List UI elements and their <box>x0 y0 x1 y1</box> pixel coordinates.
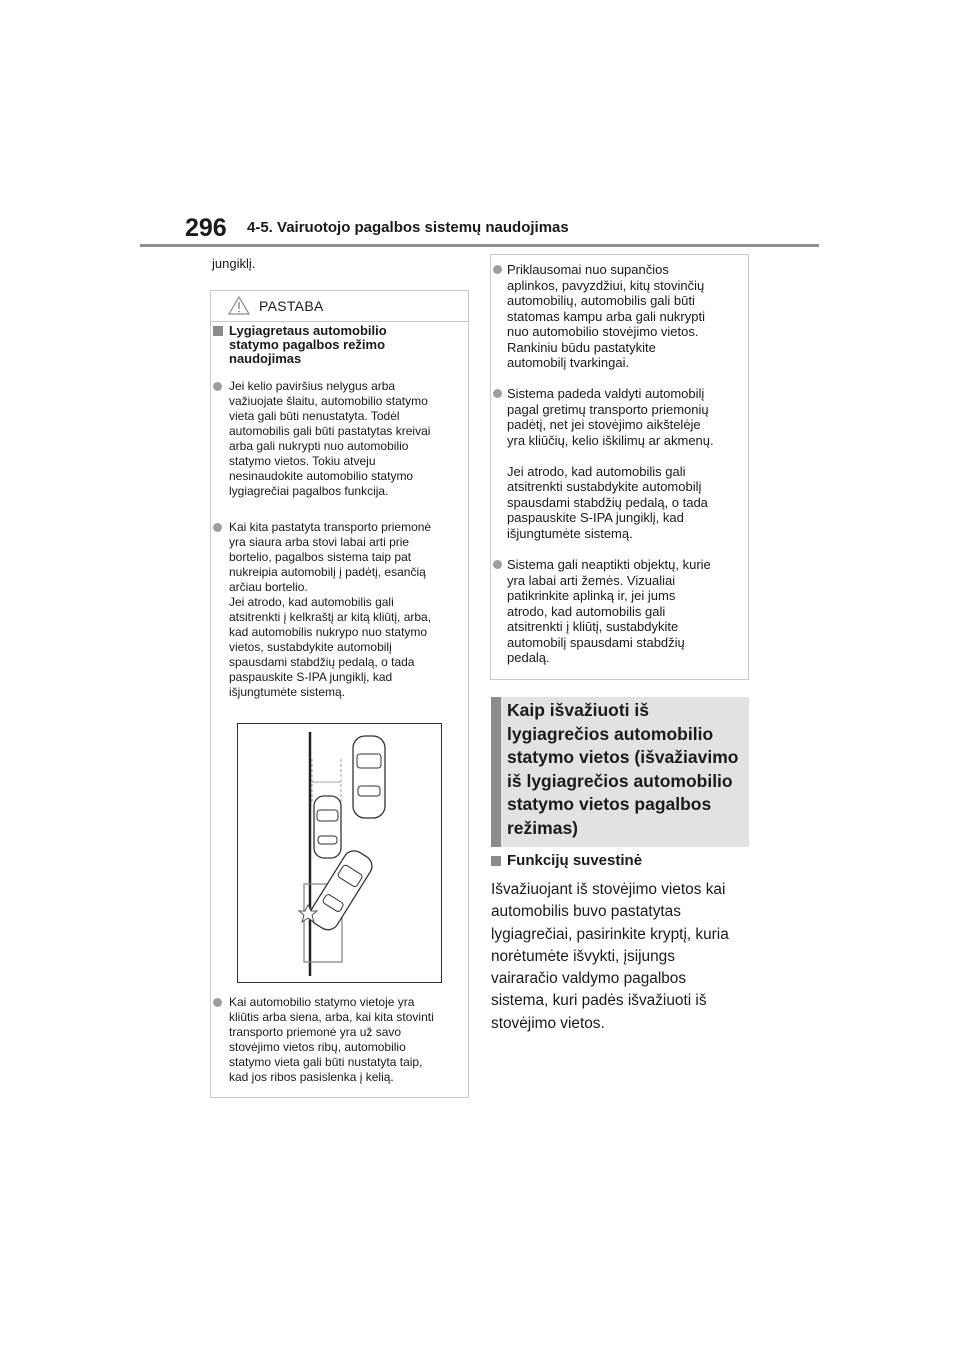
bullet-dot-icon <box>213 382 222 391</box>
note-caption <box>211 291 468 322</box>
note-box-continued <box>490 254 749 680</box>
section-subheading: Funkcijų suvestinė <box>491 852 642 869</box>
square-bullet-icon <box>213 326 223 336</box>
section-bar <box>491 697 501 847</box>
maneuvering-car <box>306 847 376 934</box>
bullet-dot-icon <box>493 560 502 569</box>
list-item: Priklausomai nuo supančios aplinkos, pavyzdžiui, kitų stovinčių automobilių, automobilis gali būti statomas kampu arba gali nukrypti nuo automobilio stovėjimo vietos. Rankiniu būdu pastatykite automobilį tvarkingai. <box>493 262 745 371</box>
parked-car-rear <box>314 796 341 858</box>
bullet-dot-icon <box>213 998 222 1007</box>
square-bullet-icon <box>491 856 501 866</box>
section-heading-box <box>491 697 749 847</box>
bullet-dot-icon <box>493 389 502 398</box>
bullet-dot-icon <box>213 523 222 532</box>
section-heading: Kaip išvažiuoti iš lygiagrečios automobilio statymo vietos (išvažiavimo iš lygiagrečios automobilio statymo vietos pagalbos režimas) <box>507 700 739 838</box>
header-rule <box>140 244 819 247</box>
list-item: Sistema gali neaptikti objektų, kurie yra labai arti žemės. Vizualiai patikrinkite aplinką ir, jei jums atrodo, kad automobilis gali atsitrenkti į kliūtį, sustabdykite automobilį spausdami stabdžių pedalą. <box>493 557 745 666</box>
list-item: Kai automobilio statymo vietoje yra kliūtis arba siena, arba, kai kita stovinti transporto priemonė yra už savo stovėjimo vietos ribų, automobilio statymo vieta gali būti nustatyta taip, kad jos ribos pasislenka į kelią. <box>213 995 465 1085</box>
list-item: Sistema padeda valdyti automobilį pagal gretimų transporto priemonių padėtį, net jei stovėjimo aikštelėje yra kliūčių, kelio iškilimų ar akmenų. Jei atrodo, kad automobilis gali atsitrenkti sustabdykite automobilį spausdami stabdžių pedalą, o tada paspauskite S-IPA jungiklį, kad išjungtumėte sistemą. <box>493 386 745 541</box>
continued-text: jungiklį. <box>212 256 256 271</box>
parking-illustration <box>237 723 442 983</box>
bullet-dot-icon <box>493 265 502 274</box>
parked-car-front <box>353 736 385 818</box>
list-item: Kai kita pastatyta transporto priemonė yra siaura arba stovi labai arti prie bortelio, pagalbos sistema taip pat nukreipia automobilį į padėtį, esančią arčiau bortelio. Jei atrodo, kad automobilis gali atsitrenkti į kelkraštį ar kitą kliūtį, arba, kad automobilis nukrypo nuo statymo vietos, sustabdykite automobilį spausdami stabdžių pedalą, o tada paspauskite S-IPA jungiklį, kad išjungtumėte sistemą. <box>213 520 465 700</box>
note-subheading: Lygiagretaus automobilio statymo pagalbos režimo naudojimas <box>213 324 463 366</box>
warning-triangle-icon <box>228 296 250 320</box>
section-body: Išvažiuojant iš stovėjimo vietos kai automobilis buvo pastatytas lygiagrečiai, pasirinkite kryptį, kuria norėtumėte išvykti, įsijungs vairaračio valdymo pagalbos sistema, kuri padės išvažiuoti iš stovėjimo vietos. <box>491 881 729 1032</box>
list-item: Jei kelio paviršius nelygus arba važiuojate šlaitu, automobilio statymo vieta gali būti nenustatyta. Todėl automobilis gali būti pastatytas kreivai arba gali nukrypti nuo automobilio statymo vietos. Tokiu atveju nesinaudokite automobilio statymo lygiagrečiai pagalbos funkcija. <box>213 379 465 499</box>
note-label: PASTABA <box>259 298 324 314</box>
page-number: 296 <box>185 214 227 242</box>
chapter-title: 4-5. Vairuotojo pagalbos sistemų naudojimas <box>247 219 569 236</box>
